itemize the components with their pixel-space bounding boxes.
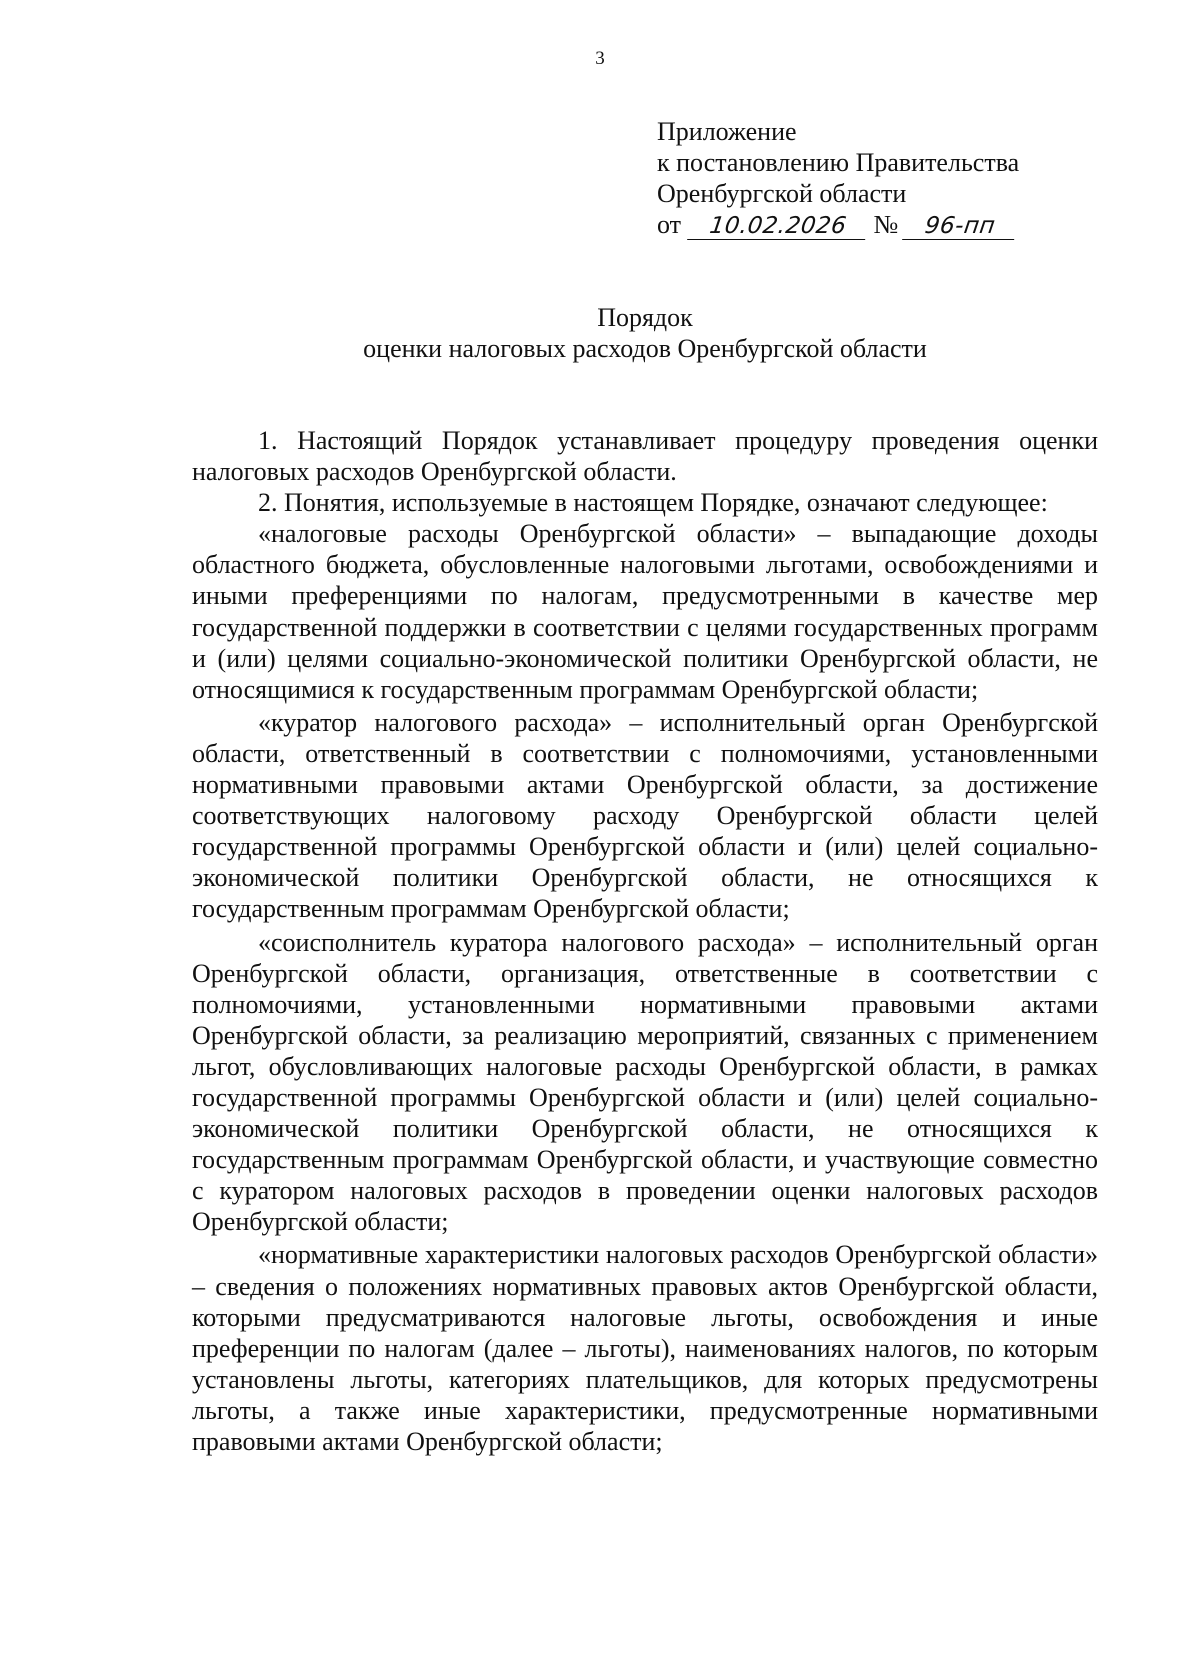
handwritten-number: 96-пп [902,213,1018,240]
paragraph-2: 2. Понятия, используемые в настоящем Порядке, означают следующее: [258,488,1048,518]
appendix-title: Приложение [657,117,797,146]
definition-normative-characteristics: «нормативные характеристики налоговых расходов Оренбургской области» – сведения о положениях нормативных правовых актов Оренбургской области, которыми предусматриваются налоговые льготы, освобождения и иные преференции по налогам (далее – льготы), наименованиях налогов, по которым установлены льготы, категориях плательщиков, для которых предусмотрены льготы, а также иные характеристики, предусмотренные нормативными правовыми актами Оренбургской области; [192,1240,1098,1456]
page-number: 3 [595,48,605,69]
date-prefix: от [657,210,682,239]
paragraph-1: 1. Настоящий Порядок устанавливает процедуру проведения оценки налоговых расходов Оренбургской области. [192,426,1098,487]
number-prefix: № [873,210,899,239]
appendix-region: Оренбургской области [657,179,907,208]
title-line-1: Порядок [597,303,693,332]
document-body [192,425,1098,1457]
definition-co-executor: «соисполнитель куратора налогового расхода» – исполнительный орган Оренбургской области, организация, ответственные в соответствии с полномочиями, установленными нормативными правовыми актами Оренбургской области, за реализацию мероприятий, связанных с применением льгот, обусловливающих налоговые расходы Оренбургской области, в рамках государственной программы Оренбургской области и (или) целей социально-экономической политики Оренбургской области, не относящихся к государственным программам Оренбургской области, и участвующие совместно с куратором налоговых расходов в проведении оценки налоговых расходов Оренбургской области; [192,927,1098,1237]
appendix-date-number [657,209,1019,240]
definition-tax-expenses: «налоговые расходы Оренбургской области» – выпадающие доходы областного бюджета, обусловленные налоговыми льготами, освобождениями и иными преференциями по налогам, предусмотренными в качестве мер государственной поддержки в соответствии с целями государственных программ и (или) целями социально-экономической политики Оренбургской области, не относящимися к государственным программам Оренбургской области; [192,519,1098,704]
title-line-2: оценки налоговых расходов Оренбургской области [363,334,927,363]
appendix-subtitle: к постановлению Правительства [657,148,1020,177]
handwritten-date: 10.02.2026 [687,213,869,240]
document-title [0,302,1200,364]
appendix-header [657,116,1019,240]
definition-curator: «куратор налогового расхода» – исполнительный орган Оренбургской области, ответственный в соответствии с полномочиями, установленными нормативными правовыми актами Оренбургской области, за достижение соответствующих налоговому расходу Оренбургской области целей государственной программы Оренбургской области и (или) целей социально-экономической политики Оренбургской области, не относящихся к государственным программам Оренбургской области; [192,707,1098,924]
